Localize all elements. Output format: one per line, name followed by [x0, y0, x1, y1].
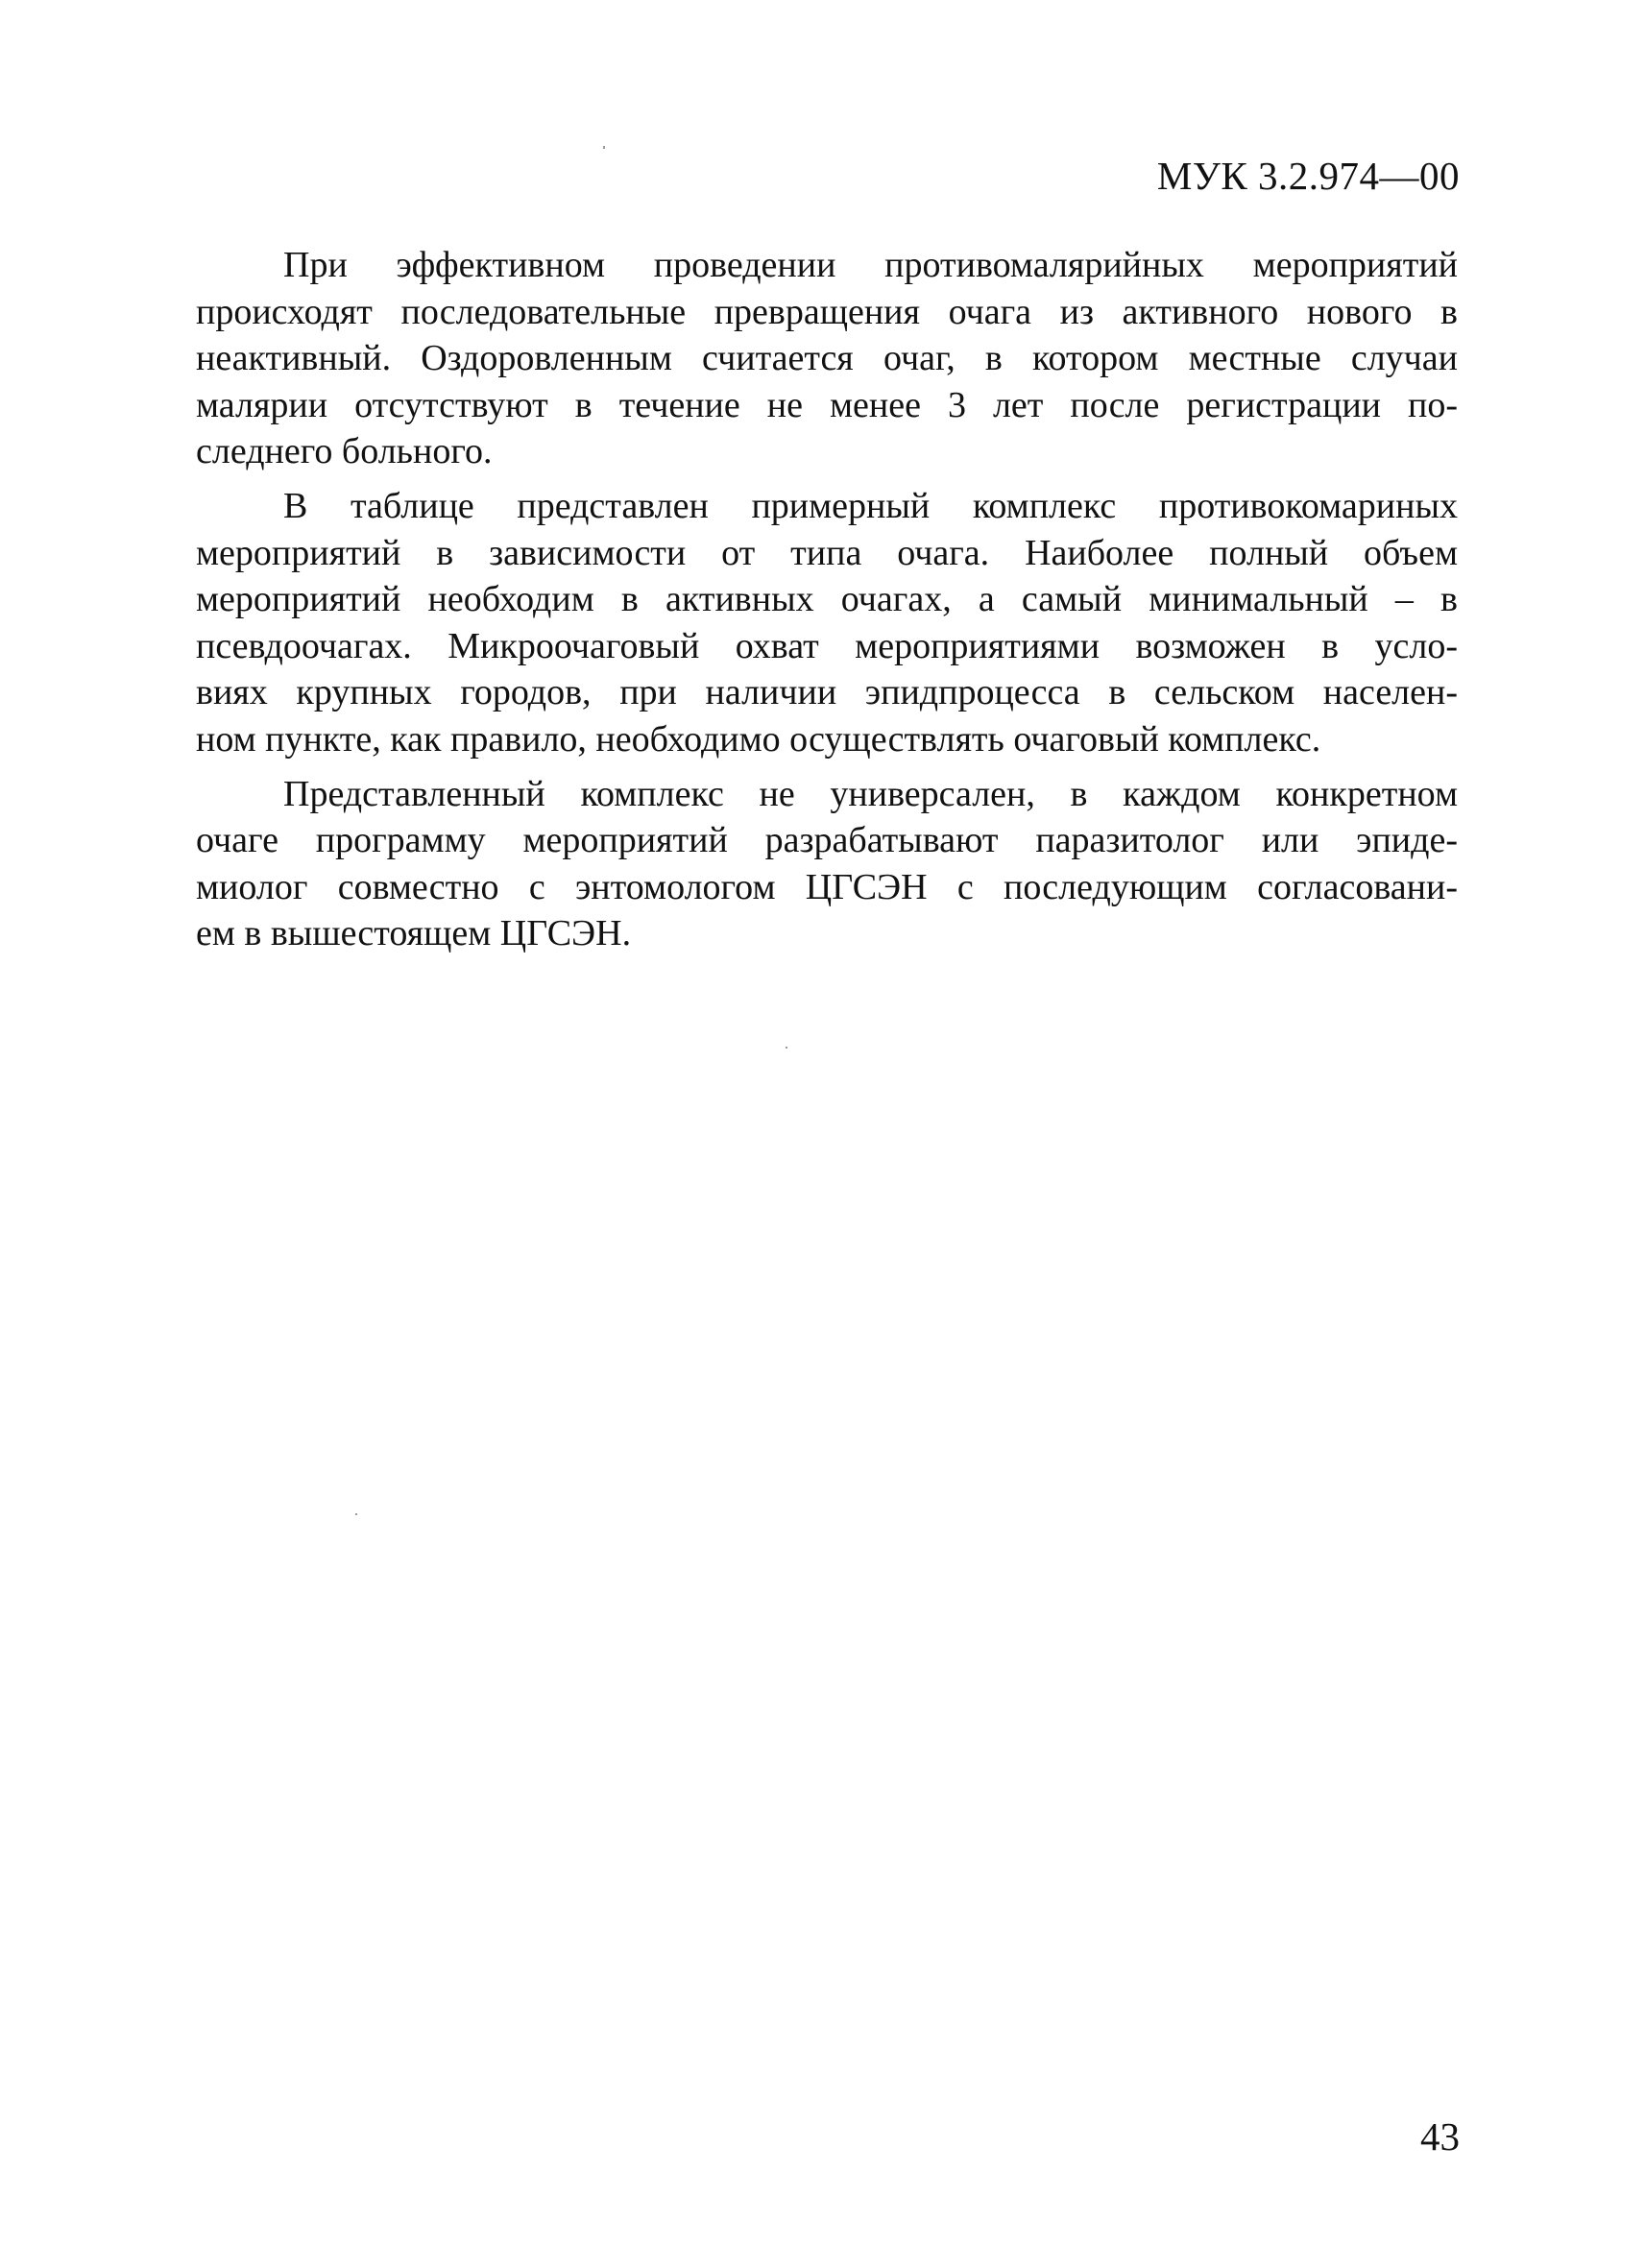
scan-speck — [355, 1513, 357, 1515]
paragraph-2 — [196, 483, 1458, 763]
paragraph-line: происходят последовательные превращения очага из активного нового в — [196, 291, 1458, 332]
paragraph-line: мероприятий необходим в активных очагах, а самый минимальный – в — [196, 579, 1458, 620]
paragraph-line: очаге программу мероприятий разрабатывают паразитолог или эпиде- — [196, 820, 1458, 861]
paragraph-line: В таблице представлен примерный комплекс противокомариных — [283, 485, 1458, 526]
paragraph-1 — [196, 242, 1458, 475]
paragraph-line: псевдоочагах. Микроочаговый охват мероприятиями возможен в усло- — [196, 625, 1458, 666]
paragraph-line: Представленный комплекс не универсален, в каждом конкретном — [283, 773, 1458, 814]
scan-speck — [603, 146, 605, 149]
paragraph-line: следнего больного. — [196, 431, 493, 472]
paragraph-line: миолог совместно с энтомологом ЦГСЭН с последующим согласовани- — [196, 866, 1458, 907]
paragraph-line: малярии отсутствуют в течение не менее 3 лет после регистрации по- — [196, 384, 1458, 425]
page-number: 43 — [1420, 2114, 1460, 2159]
paragraph-line: мероприятий в зависимости от типа очага. Наиболее полный объем — [196, 532, 1458, 573]
paragraph-line: неактивный. Оздоровленным считается очаг, в котором местные случаи — [196, 338, 1458, 379]
body-text — [196, 242, 1458, 965]
paragraph-line: ном пункте, как правило, необходимо осуществлять очаговый комплекс. — [196, 718, 1321, 760]
paragraph-line: При эффективном проведении противомалярийных мероприятий — [283, 245, 1458, 285]
document-code-header: МУК 3.2.974—00 — [1156, 154, 1460, 198]
paragraph-line: ем в вышестоящем ЦГСЭН. — [196, 913, 632, 954]
paragraph-line: виях крупных городов, при наличии эпидпроцесса в сельском населен- — [196, 672, 1458, 713]
scan-speck — [786, 1047, 787, 1049]
paragraph-3 — [196, 771, 1458, 957]
